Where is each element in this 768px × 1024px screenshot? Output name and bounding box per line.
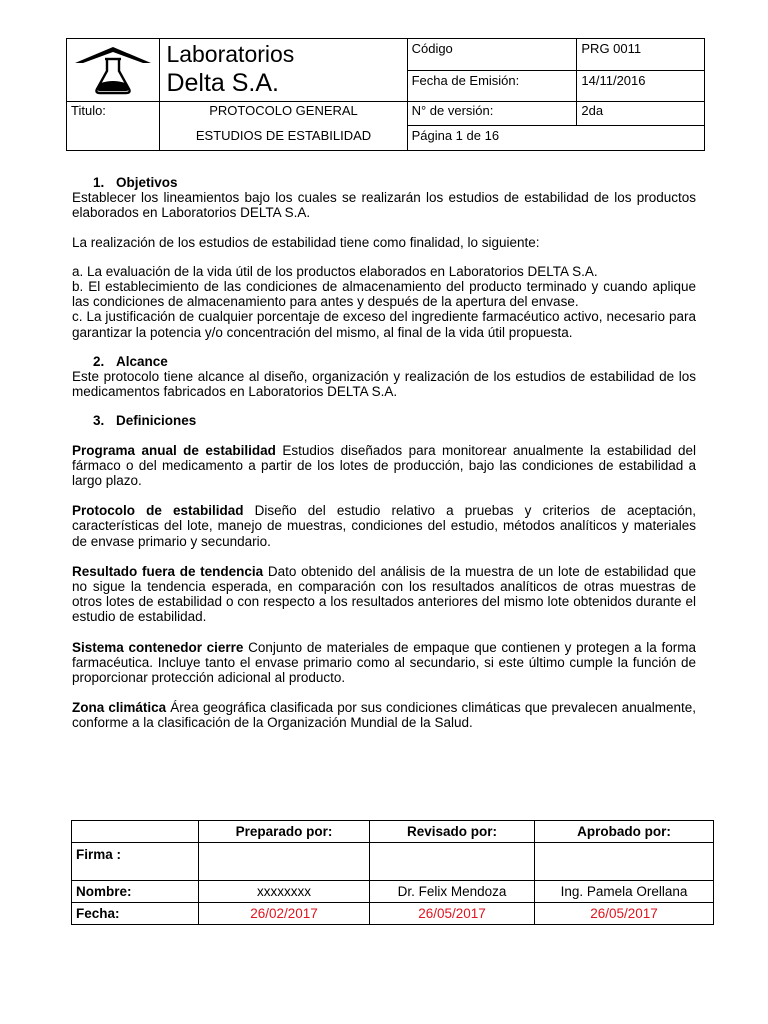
nombre-aprobado: Ing. Pamela Orellana	[535, 881, 714, 903]
objetivos-paragraph-1: Establecer los lineamientos bajo los cuales se realizarán los estudios de estabilidad de los productos elaborados en Laboratorios DELTA S.A.	[72, 190, 696, 221]
document-header-table	[66, 38, 705, 151]
codigo-label: Código	[407, 39, 577, 71]
definition-text: Estudios diseñados para monitorear anualmente la estabilidad del fármaco o del medicamento a partir de los lotes de producción, bajo las condiciones de estabilidad a largo plazo.	[72, 442, 696, 489]
nombre-revisado: Dr. Felix Mendoza	[370, 881, 535, 903]
version-value: 2da	[577, 102, 705, 126]
definition-term: Programa anual de estabilidad	[72, 442, 276, 458]
nombre-label: Nombre:	[72, 881, 199, 903]
definition-text: Conjunto de materiales de empaque que contienen y protegen a la forma farmacéutica. Incluye tanto el envase primario como al secundario, si este último cumple la función de proporcionar protección adicional al producto.	[72, 639, 696, 686]
signature-table	[71, 820, 714, 925]
fecha-emision-label: Fecha de Emisión:	[407, 70, 577, 102]
fecha-preparado: 26/02/2017	[199, 903, 370, 925]
definition-term: Protocolo de estabilidad	[72, 503, 244, 519]
section-heading-objetivos: 1. Objetivos	[93, 175, 178, 190]
signature-header-aprobado: Aprobado por:	[535, 821, 714, 843]
definition-term: Sistema contenedor cierre	[72, 639, 244, 655]
version-label: N° de versión:	[407, 102, 577, 126]
firma-cell-revisado	[370, 843, 535, 881]
signature-header-revisado: Revisado por:	[370, 821, 535, 843]
titulo-line1: PROTOCOLO GENERAL	[160, 102, 407, 126]
codigo-value: PRG 0011	[577, 39, 705, 71]
section-heading-definiciones: 3. Definiciones	[93, 413, 197, 429]
signature-header-preparado: Preparado por:	[199, 821, 370, 843]
firma-cell-preparado	[199, 843, 370, 881]
flask-logo-icon	[71, 41, 155, 97]
company-name-line2: Delta S.A.	[166, 69, 279, 97]
definition-text: Área geográfica clasificada por sus condiciones climáticas que prevalecen anualmente, conforme a la clasificación de la Organización Mundial de la Salud.	[72, 700, 696, 731]
document-body	[72, 175, 696, 731]
definition-item	[72, 640, 696, 686]
page-number: Página 1 de 16	[407, 126, 704, 151]
firma-cell-aprobado	[535, 843, 714, 881]
company-name-line1: Laboratorios	[166, 41, 295, 67]
titulo-label: Titulo:	[67, 102, 160, 151]
definition-item	[72, 443, 696, 489]
definition-term: Resultado fuera de tendencia	[72, 563, 264, 579]
objetivos-item-b: b. El establecimiento de las condiciones de almacenamiento del producto terminado y cuando aplique las condiciones de almacenamiento para antes y después de la apertura del envase.	[72, 279, 696, 310]
fecha-revisado: 26/05/2017	[370, 903, 535, 925]
definition-term: Zona climática	[72, 700, 167, 716]
objetivos-item-a: a. La evaluación de la vida útil de los productos elaborados en Laboratorios DELTA S.A.	[72, 263, 598, 279]
definition-item	[72, 564, 696, 625]
fecha-aprobado: 26/05/2017	[535, 903, 714, 925]
definition-text: Diseño del estudio relativo a pruebas y criterios de aceptación, características del lote, manejo de muestras, condiciones del estudio, métodos analíticos y materiales de envase primario y secundario.	[72, 503, 696, 549]
alcance-paragraph: Este protocolo tiene alcance al diseño, organización y realización de los estudios de estabilidad de los medicamentos fabricados en Laboratorios DELTA S.A.	[72, 369, 696, 400]
company-name-cell	[160, 39, 407, 102]
definition-item	[72, 503, 696, 549]
logo-cell	[67, 39, 160, 102]
fecha-emision-value: 14/11/2016	[577, 70, 705, 102]
titulo-line2: ESTUDIOS DE ESTABILIDAD	[160, 126, 407, 151]
objetivos-paragraph-2: La realización de los estudios de estabilidad tiene como finalidad, lo siguiente:	[72, 234, 540, 250]
definition-item	[72, 700, 696, 730]
objetivos-item-c: c. La justificación de cualquier porcentaje de exceso del ingrediente farmacéutico activo, necesario para garantizar la potencia y/o concentración del mismo, al final de la vida útil propuesta.	[72, 309, 696, 340]
firma-label: Firma :	[72, 843, 199, 881]
nombre-preparado: xxxxxxxx	[199, 881, 370, 903]
fecha-label: Fecha:	[72, 903, 199, 925]
section-heading-alcance: 2. Alcance	[93, 353, 168, 369]
definition-text: Dato obtenido del análisis de la muestra de un lote de estabilidad que no sigue la tendencia esperada, en comparación con los resultados analíticos de otras muestras de otros lotes de estabilidad o con respecto a los resultados anteriores del mismo lote obtenidos durante el estudio de estabilidad.	[72, 563, 696, 625]
signature-header-empty	[72, 821, 199, 843]
